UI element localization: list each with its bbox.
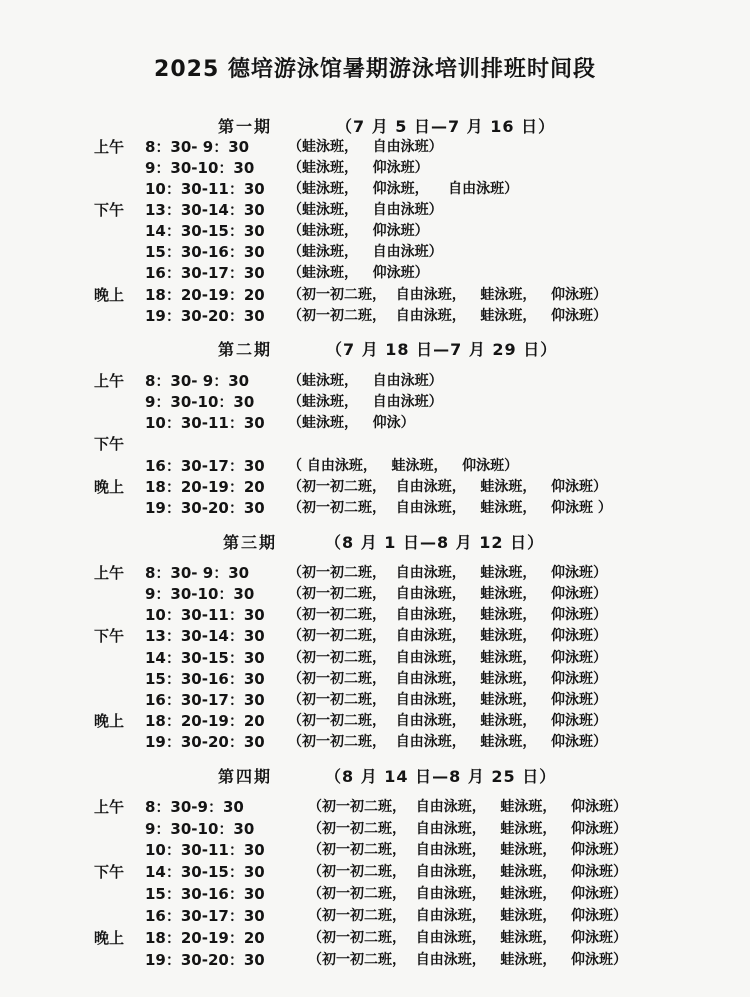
class-list: （初一初二班， 自由泳班， 蛙泳班， 仰泳班） [288, 479, 607, 495]
session-dates: （7 月 5 日—7 月 16 日） [336, 117, 556, 136]
period-label: 下午 [94, 627, 125, 645]
class-list: （蛙泳班， 自由泳班） [288, 373, 443, 389]
time-slot: 14：30-15：30 [145, 222, 265, 240]
schedule-row [0, 157, 750, 177]
class-list: （初一初二班， 自由泳班， 蛙泳班， 仰泳班） [288, 586, 607, 602]
time-slot: 16：30-17：30 [145, 907, 265, 925]
schedule-row [0, 433, 750, 453]
period-label: 上午 [94, 564, 125, 582]
class-list: （初一初二班， 自由泳班， 蛙泳班， 仰泳班） [308, 908, 627, 924]
time-slot: 18：20-19：20 [145, 712, 265, 730]
time-slot: 9：30-10：30 [145, 159, 255, 177]
schedule-row [0, 710, 750, 730]
time-slot: 19：30-20：30 [145, 733, 265, 751]
class-list: （蛙泳班， 仰泳班） [288, 160, 429, 176]
session-header [0, 530, 750, 550]
period-label: 晚上 [94, 286, 125, 304]
time-slot: 18：20-19：20 [145, 286, 265, 304]
schedule-row [0, 927, 750, 947]
period-label: 上午 [94, 798, 125, 816]
session-dates: （8 月 14 日—8 月 25 日） [325, 767, 557, 786]
schedule-row [0, 391, 750, 411]
schedule-row [0, 796, 750, 816]
class-list: （初一初二班， 自由泳班， 蛙泳班， 仰泳班） [288, 713, 607, 729]
schedule-row [0, 949, 750, 969]
session-name: 第三期 [223, 533, 278, 552]
class-list: （蛙泳班， 自由泳班） [288, 202, 443, 218]
session-name: 第二期 [218, 340, 273, 359]
time-slot: 10：30-11：30 [145, 606, 265, 624]
schedule-row [0, 562, 750, 582]
schedule-row [0, 262, 750, 282]
schedule-row [0, 305, 750, 325]
session-dates: （7 月 18 日—7 月 29 日） [326, 340, 558, 359]
class-list: （初一初二班， 自由泳班， 蛙泳班， 仰泳班） [308, 864, 627, 880]
class-list: （初一初二班， 自由泳班， 蛙泳班， 仰泳班） [288, 287, 607, 303]
period-label: 晚上 [94, 478, 125, 496]
period-label: 晚上 [94, 929, 125, 947]
time-slot: 13：30-14：30 [145, 627, 265, 645]
session-header [0, 337, 750, 357]
class-list: （初一初二班， 自由泳班， 蛙泳班， 仰泳班） [308, 821, 627, 837]
period-label: 下午 [94, 863, 125, 881]
schedule-row [0, 199, 750, 219]
schedule-row [0, 284, 750, 304]
schedule-row [0, 136, 750, 156]
class-list: （初一初二班， 自由泳班， 蛙泳班， 仰泳班） [288, 671, 607, 687]
time-slot: 8：30- 9：30 [145, 564, 250, 582]
class-list: （ 自由泳班， 蛙泳班， 仰泳班） [288, 458, 519, 474]
time-slot: 9：30-10：30 [145, 585, 255, 603]
schedule-row [0, 412, 750, 432]
class-list: （蛙泳班， 自由泳班） [288, 394, 443, 410]
session-header [0, 764, 750, 784]
schedule-row [0, 178, 750, 198]
schedule-row [0, 583, 750, 603]
schedule-row [0, 604, 750, 624]
time-slot: 14：30-15：30 [145, 649, 265, 667]
period-label: 晚上 [94, 712, 125, 730]
time-slot: 9：30-10：30 [145, 820, 255, 838]
schedule-row [0, 818, 750, 838]
class-list: （蛙泳班， 仰泳） [288, 415, 415, 431]
schedule-row [0, 861, 750, 881]
time-slot: 19：30-20：30 [145, 951, 265, 969]
time-slot: 16：30-17：30 [145, 691, 265, 709]
class-list: （初一初二班， 自由泳班， 蛙泳班， 仰泳班） [288, 565, 607, 581]
schedule-row [0, 455, 750, 475]
class-list: （初一初二班， 自由泳班， 蛙泳班， 仰泳班） [308, 799, 627, 815]
time-slot: 10：30-11：30 [145, 414, 265, 432]
schedule-row [0, 476, 750, 496]
schedule-row [0, 883, 750, 903]
time-slot: 19：30-20：30 [145, 307, 265, 325]
class-list: （初一初二班， 自由泳班， 蛙泳班， 仰泳班） [308, 930, 627, 946]
schedule-row [0, 241, 750, 261]
time-slot: 13：30-14：30 [145, 201, 265, 219]
time-slot: 15：30-16：30 [145, 243, 265, 261]
session-header [0, 114, 750, 134]
document-title: 2025 德培游泳馆暑期游泳培训排班时间段 [154, 57, 596, 82]
class-list: （蛙泳班， 仰泳班） [288, 223, 429, 239]
time-slot: 18：20-19：20 [145, 929, 265, 947]
time-slot: 15：30-16：30 [145, 885, 265, 903]
period-label: 下午 [94, 435, 125, 453]
schedule-row [0, 497, 750, 517]
schedule-row [0, 689, 750, 709]
period-label: 上午 [94, 138, 125, 156]
schedule-row [0, 647, 750, 667]
time-slot: 16：30-17：30 [145, 264, 265, 282]
session-name: 第一期 [218, 117, 273, 136]
period-label: 上午 [94, 372, 125, 390]
time-slot: 10：30-11：30 [145, 841, 265, 859]
class-list: （蛙泳班， 仰泳班， 自由泳班） [288, 181, 519, 197]
time-slot: 10：30-11：30 [145, 180, 265, 198]
time-slot: 14：30-15：30 [145, 863, 265, 881]
session-name: 第四期 [218, 767, 273, 786]
schedule-row [0, 220, 750, 240]
class-list: （初一初二班， 自由泳班， 蛙泳班， 仰泳班） [288, 628, 607, 644]
time-slot: 8：30- 9：30 [145, 372, 250, 390]
class-list: （初一初二班， 自由泳班， 蛙泳班， 仰泳班） [308, 886, 627, 902]
schedule-row [0, 668, 750, 688]
schedule-row [0, 839, 750, 859]
schedule-row [0, 625, 750, 645]
schedule-row [0, 905, 750, 925]
class-list: （初一初二班， 自由泳班， 蛙泳班， 仰泳班） [288, 607, 607, 623]
time-slot: 8：30- 9：30 [145, 138, 250, 156]
session-dates: （8 月 1 日—8 月 12 日） [325, 533, 545, 552]
class-list: （初一初二班， 自由泳班， 蛙泳班， 仰泳班 ） [288, 500, 612, 516]
class-list: （初一初二班， 自由泳班， 蛙泳班， 仰泳班） [288, 650, 607, 666]
time-slot: 18：20-19：20 [145, 478, 265, 496]
time-slot: 9：30-10：30 [145, 393, 255, 411]
class-list: （初一初二班， 自由泳班， 蛙泳班， 仰泳班） [288, 308, 607, 324]
time-slot: 16：30-17：30 [145, 457, 265, 475]
class-list: （初一初二班， 自由泳班， 蛙泳班， 仰泳班） [288, 734, 607, 750]
schedule-row [0, 731, 750, 751]
time-slot: 19：30-20：30 [145, 499, 265, 517]
class-list: （初一初二班， 自由泳班， 蛙泳班， 仰泳班） [308, 952, 627, 968]
class-list: （初一初二班， 自由泳班， 蛙泳班， 仰泳班） [308, 842, 627, 858]
time-slot: 15：30-16：30 [145, 670, 265, 688]
class-list: （蛙泳班， 仰泳班） [288, 265, 429, 281]
class-list: （蛙泳班， 自由泳班） [288, 139, 443, 155]
schedule-row [0, 370, 750, 390]
class-list: （蛙泳班， 自由泳班） [288, 244, 443, 260]
period-label: 下午 [94, 201, 125, 219]
class-list: （初一初二班， 自由泳班， 蛙泳班， 仰泳班） [288, 692, 607, 708]
time-slot: 8：30-9：30 [145, 798, 244, 816]
